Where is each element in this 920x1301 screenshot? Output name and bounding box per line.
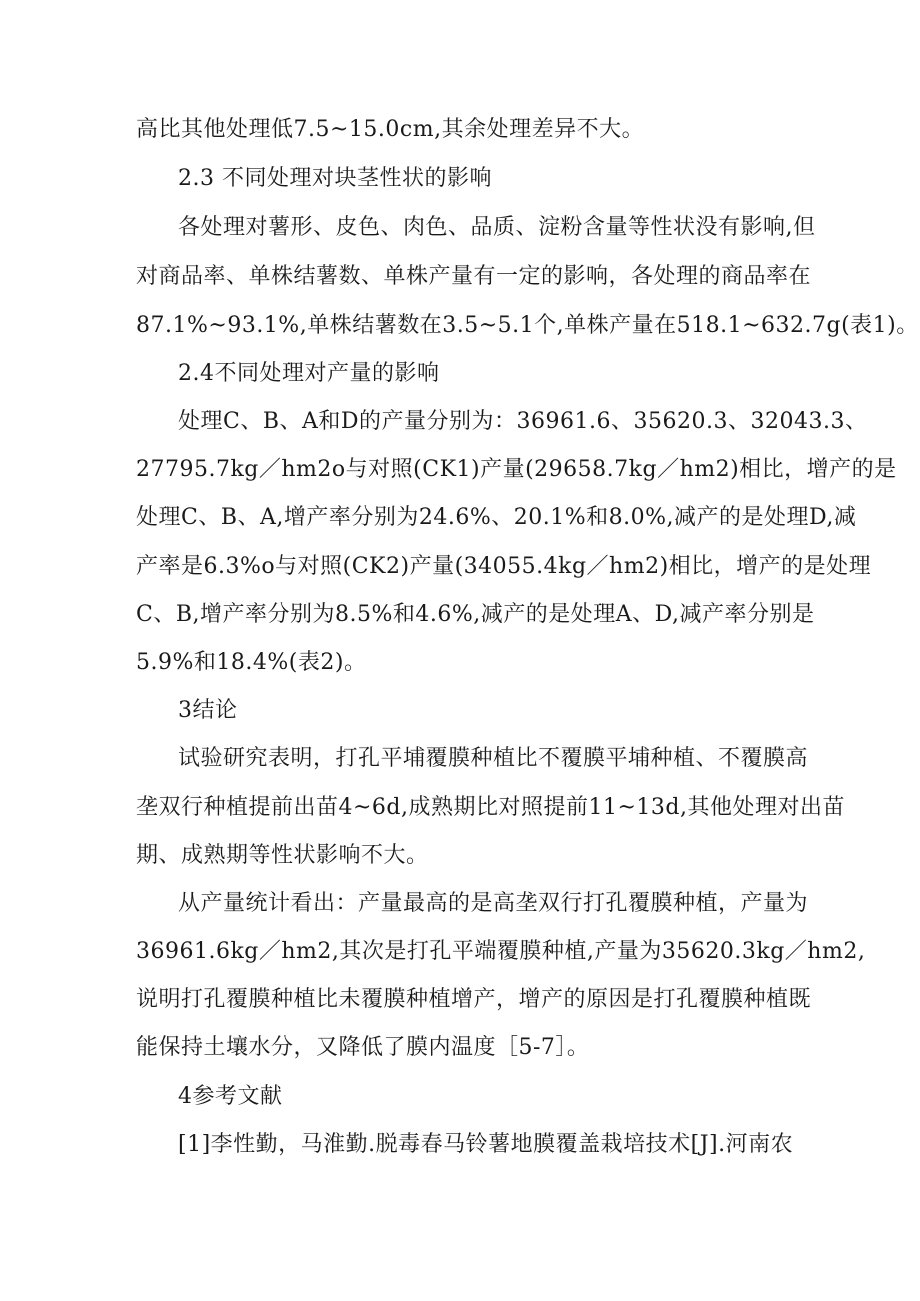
paragraph-line: 处理C、B、A和D的产量分别为：36961.6、35620.3、32043.3、: [178, 409, 868, 434]
paragraph-line: 各处理对薯形、皮色、肉色、品质、淀粉含量等性状没有影响,但: [178, 215, 816, 240]
paragraph-line: 期、成熟期等性状影响不大。: [136, 843, 429, 868]
paragraph-line: 产率是6.3%o与对照(CK2)产量(34055.4kg／hm2)相比，增产的是处理: [136, 554, 872, 579]
paragraph-line: 5.9%和18.4%(表2)。: [136, 650, 367, 675]
paragraph-line: C、B,增产率分别为8.5%和4.6%,减产的是处理A、D,减产率分别是: [136, 602, 815, 627]
section-heading: 2.4不同处理对产量的影响: [178, 361, 440, 386]
paragraph-line: 垄双行种植提前出苗4~6d,成熟期比对照提前11~13d,其他处理对出苗: [136, 795, 846, 820]
section-heading: 4参考文献: [178, 1084, 283, 1109]
paragraph-line: 试验研究表明，打孔平埔覆膜种植比不覆膜平埔种植、不覆膜高: [178, 746, 809, 771]
paragraph-line: 高比其他处理低7.5~15.0cm,其余处理差异不大。: [136, 117, 645, 142]
paragraph-line: 能保持土壤水分，又降低了膜内温度［5-7］。: [136, 1035, 590, 1060]
paragraph-line: 87.1%~93.1%,单株结薯数在3.5~5.1个,单株产量在518.1~632.7g(表1)。: [136, 313, 919, 338]
paragraph-line: 说明打孔覆膜种植比未覆膜种植增产，增产的原因是打孔覆膜种植既: [136, 987, 812, 1012]
reference-item: [1]李性勤，马淮勤.脱毒春马铃薯地膜覆盖栽培技术[J].河南农: [178, 1132, 794, 1157]
paragraph-line: 从产量统计看出：产量最高的是高垄双行打孔覆膜种植，产量为: [178, 891, 809, 916]
paragraph-line: 对商品率、单株结薯数、单株产量有一定的影响，各处理的商品率在: [136, 264, 812, 289]
section-heading: 2.3 不同处理对块茎性状的影响: [178, 166, 492, 191]
paragraph-line: 27795.7kg／hm2o与对照(CK1)产量(29658.7kg／hm2)相比，增产的是: [136, 457, 897, 482]
paragraph-line: 36961.6kg／hm2,其次是打孔平端覆膜种植,产量为35620.3kg／hm2,: [136, 939, 866, 964]
section-heading: 3结论: [178, 698, 238, 723]
paragraph-line: 处理C、B、A,增产率分别为24.6%、20.1%和8.0%,减产的是处理D,减: [136, 505, 857, 530]
